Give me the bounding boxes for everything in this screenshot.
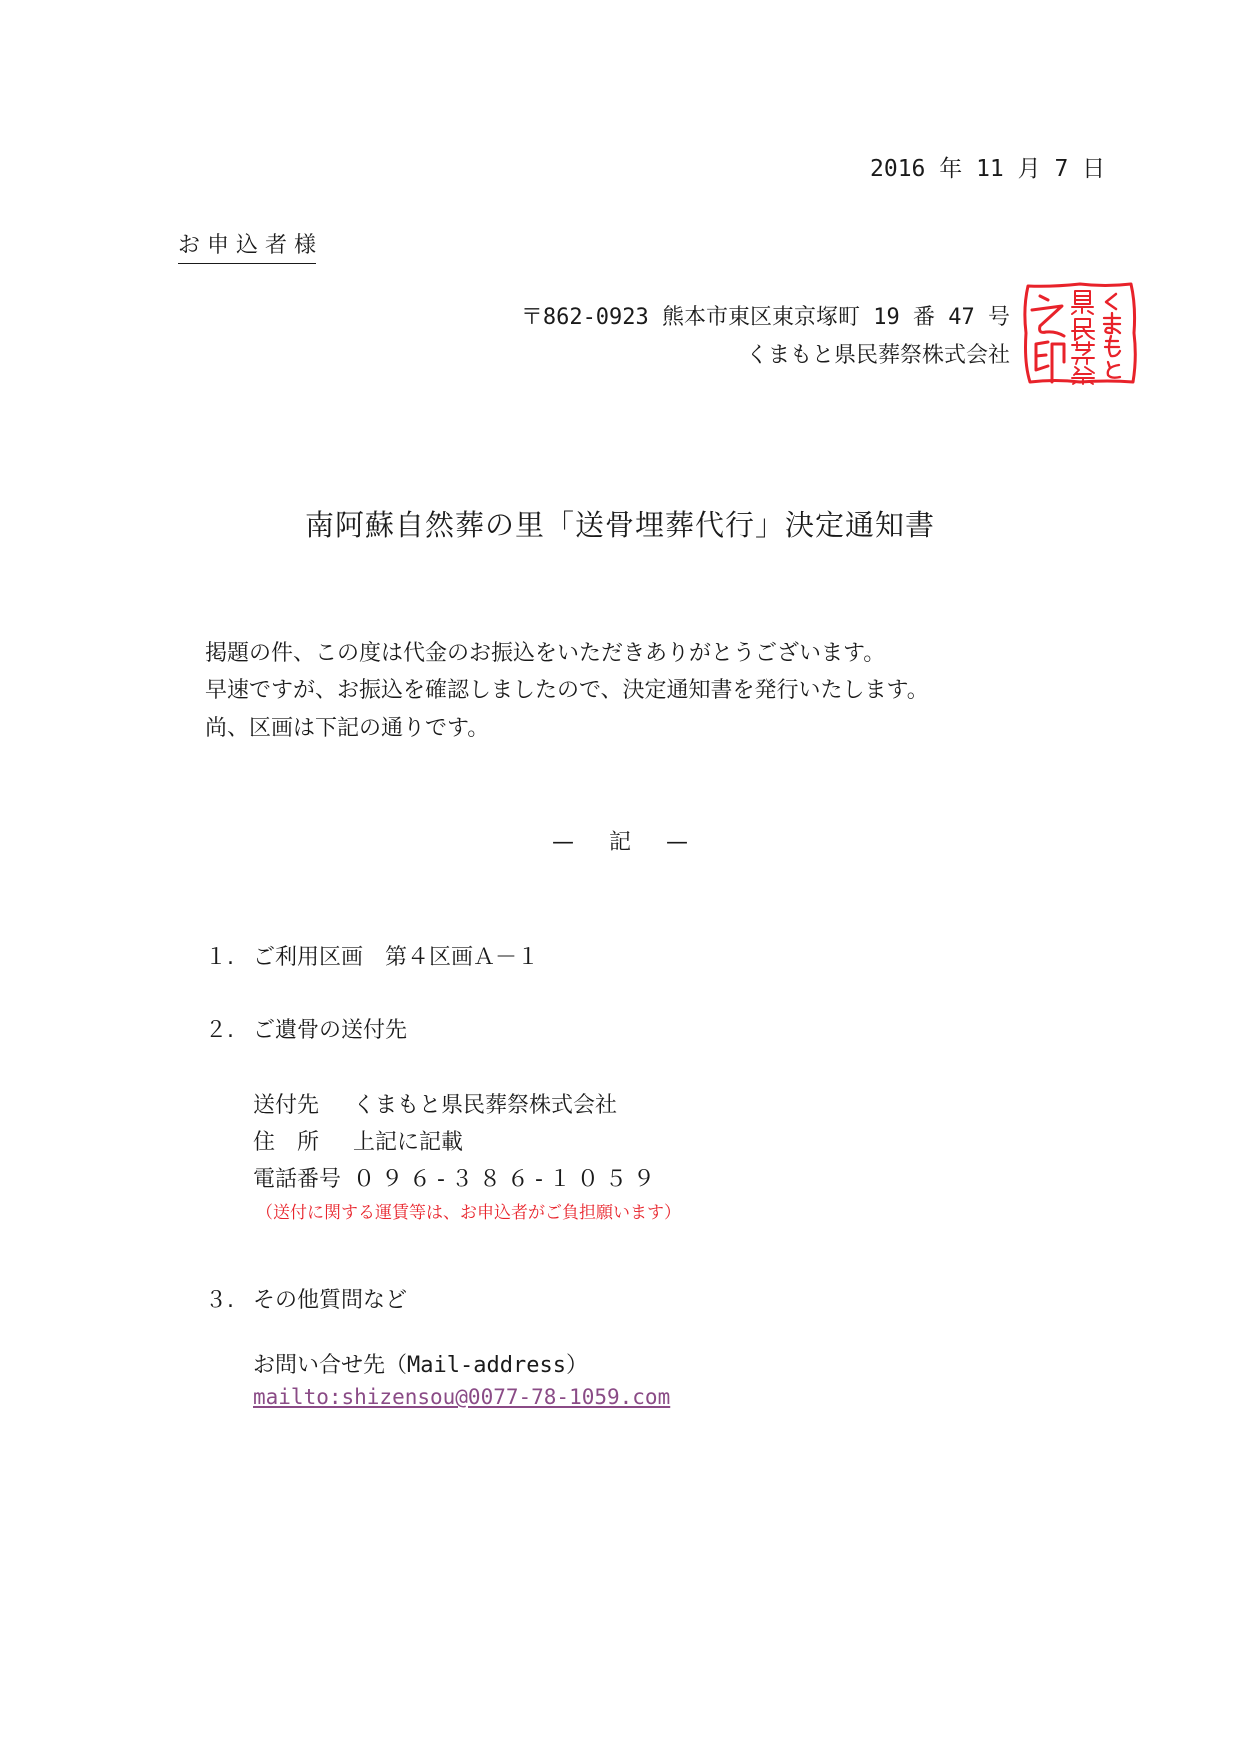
sender-company: くまもと県民葬祭株式会社 xyxy=(745,343,1010,368)
shipping-phone-label: 電話番号 xyxy=(253,1167,342,1192)
recipient-line: お 申 込 者 様 xyxy=(178,228,316,264)
document-title: 南阿蘇自然葬の里「送骨埋葬代行」決定通知書 xyxy=(304,508,935,542)
inquiry-label-line xyxy=(253,1348,588,1379)
ki-dash-right: — xyxy=(666,830,688,855)
item-number: ２. xyxy=(205,1018,234,1043)
shipping-address xyxy=(253,1125,463,1156)
shipping-destination-label: 送付先 xyxy=(253,1093,320,1118)
body-line-3: 尚、区画は下記の通りです。 xyxy=(205,716,490,741)
shipping-destination-value: くまもと県民葬祭株式会社 xyxy=(353,1093,618,1118)
shipping-phone-value: ０９６-３８６-１０５９ xyxy=(353,1167,661,1192)
document-date: 2016 年 11 月 7 日 xyxy=(870,156,1106,182)
item-text: ご利用区画 第４区画Ａ－１ xyxy=(253,945,540,970)
inquiry-email-link[interactable]: mailto:shizensou@0077-78-1059.com xyxy=(253,1385,671,1409)
shipping-address-label: 住 所 xyxy=(253,1130,320,1155)
shipping-destination xyxy=(253,1088,617,1119)
item-text: その他質問など xyxy=(253,1288,408,1313)
item-inquiry xyxy=(205,1283,407,1314)
item-plot xyxy=(205,940,539,971)
company-seal-stamp xyxy=(1020,278,1140,388)
shipping-address-value: 上記に記載 xyxy=(353,1130,464,1155)
shipping-phone xyxy=(253,1162,661,1193)
shipping-cost-note: （送付に関する運賃等は、お申込者がご負担願います） xyxy=(256,1203,681,1223)
sender-address: 〒862-0923 熊本市東区東京塚町 19 番 47 号 xyxy=(520,305,1010,330)
body-line-2: 早速ですが、お振込を確認しましたので、決定通知書を発行いたします。 xyxy=(205,678,929,703)
inquiry-label-suffix: （Mail-address） xyxy=(385,1353,588,1378)
body-line-1: 掲題の件、この度は代金のお振込をいただきありがとうございます。 xyxy=(205,641,886,666)
item-shipping xyxy=(205,1013,407,1044)
ki-label: 記 xyxy=(608,830,631,855)
item-number: ３. xyxy=(205,1288,234,1313)
item-text: ご遺骨の送付先 xyxy=(253,1018,408,1043)
inquiry-label: お問い合せ先 xyxy=(253,1353,386,1378)
item-number: １. xyxy=(205,945,234,970)
ki-dash-left: — xyxy=(551,830,574,855)
ki-heading xyxy=(0,825,1240,856)
